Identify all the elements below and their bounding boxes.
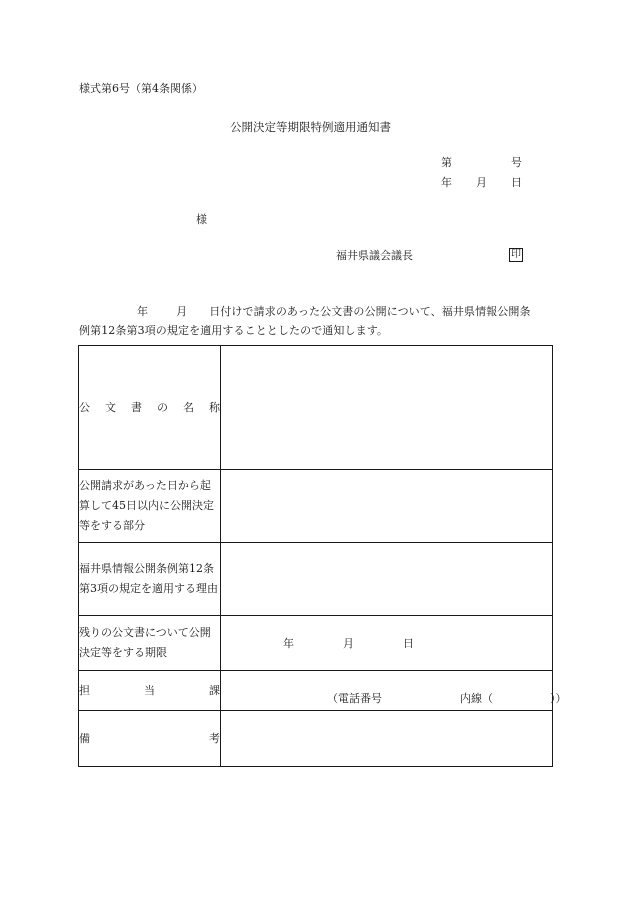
- table-row: [79, 543, 553, 616]
- partial-decision-label: 公開請求があった日から起算して45日以内に公開決定等をする部分: [79, 470, 221, 543]
- label-char: 考: [209, 731, 220, 745]
- deadline-year: 年: [283, 637, 294, 650]
- extension-label: 内線（: [460, 692, 493, 705]
- ref-date-month: 月: [476, 176, 487, 189]
- table-row: [79, 616, 553, 671]
- phone-line: [327, 690, 567, 706]
- table-row: [79, 346, 553, 470]
- deadline-day: 日: [403, 637, 414, 650]
- label-char: 当: [144, 683, 155, 697]
- partial-decision-field[interactable]: [221, 470, 553, 543]
- table-row: [79, 671, 553, 711]
- label-char: 担: [79, 683, 90, 697]
- notice-line-2: 例第12条第3項の規定を適用することとしたので通知します。: [79, 324, 389, 337]
- document-title: 公開決定等期限特例適用通知書: [230, 120, 391, 134]
- sender-name: 福井県議会議長: [336, 249, 413, 262]
- form-number: 様式第6号（第4条関係）: [79, 82, 203, 95]
- deadline-date: [283, 635, 463, 651]
- deadline-label: 残りの公文書について公開決定等をする期限: [79, 616, 221, 671]
- label-char: 備: [79, 731, 90, 745]
- phone-close: ））: [550, 692, 567, 705]
- ref-date-day: 日: [511, 176, 522, 189]
- department-label: [79, 671, 221, 711]
- doc-name-field[interactable]: [221, 346, 553, 470]
- details-table: [78, 345, 567, 767]
- ref-date-year: 年: [441, 176, 452, 189]
- table-row: [79, 470, 553, 543]
- label-char: 公: [79, 400, 90, 414]
- notice-line-1-rest: 日付けで請求のあった公文書の公開について、福井県情報公開条: [209, 305, 531, 318]
- deadline-month: 月: [343, 637, 354, 650]
- ref-number-prefix: 第: [441, 156, 452, 169]
- recipient-honorific: 様: [196, 213, 207, 226]
- notice-line-1: [79, 302, 554, 321]
- deadline-field[interactable]: [221, 616, 553, 671]
- reason-label: 福井県情報公開条例第12条第3項の規定を適用する理由: [79, 543, 221, 616]
- notice-year: 年: [137, 305, 149, 318]
- phone-label: （電話番号: [327, 692, 382, 705]
- ref-number-suffix: 号: [511, 156, 522, 169]
- notice-text: [79, 302, 554, 340]
- department-field[interactable]: [221, 671, 567, 711]
- remarks-field[interactable]: [221, 711, 553, 767]
- seal-mark: 印: [511, 249, 521, 260]
- table-row: [79, 711, 553, 767]
- label-char: 称: [209, 400, 220, 414]
- label-char: の: [157, 400, 168, 414]
- label-char: 課: [209, 683, 220, 697]
- notice-month: 月: [176, 305, 188, 318]
- label-char: 書: [131, 400, 142, 414]
- label-char: 文: [105, 400, 116, 414]
- remarks-label: [79, 711, 221, 767]
- reason-field[interactable]: [221, 543, 553, 616]
- label-char: 名: [183, 400, 194, 414]
- doc-name-label: [79, 346, 221, 470]
